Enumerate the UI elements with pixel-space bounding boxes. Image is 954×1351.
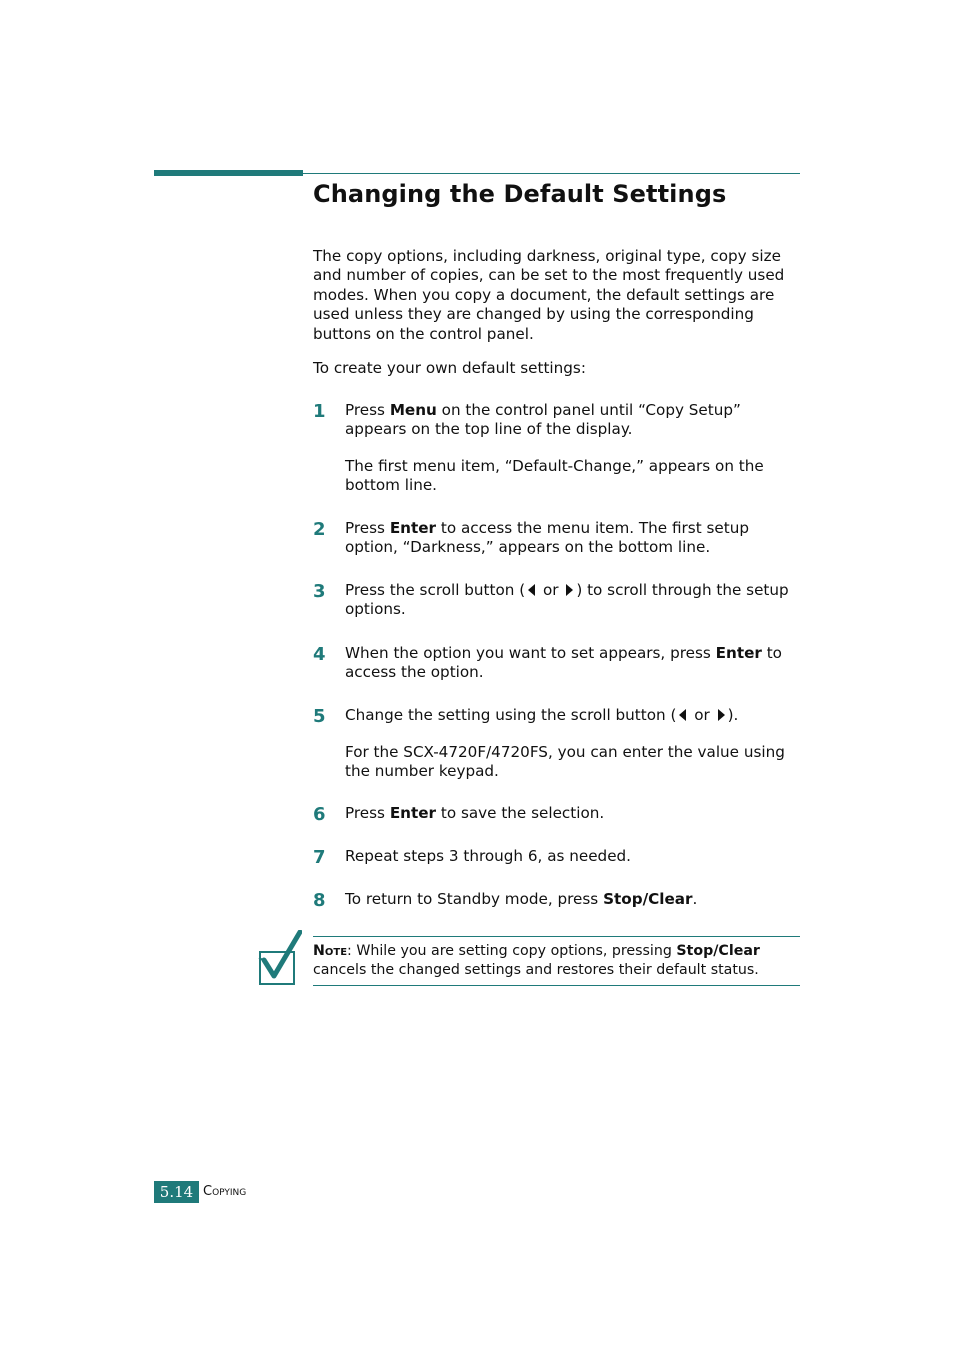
step-number: 5 bbox=[313, 706, 326, 727]
step-number: 4 bbox=[313, 644, 326, 665]
step-number: 7 bbox=[313, 847, 326, 868]
step-text: Press Menu on the control panel until “Copy Setup” appears on the top line of the display. bbox=[345, 401, 741, 439]
key-stop-clear: Stop/Clear bbox=[676, 943, 760, 959]
step-number: 1 bbox=[313, 401, 326, 422]
key-enter: Enter bbox=[389, 519, 437, 537]
step-text: To return to Standby mode, press Stop/Clear. bbox=[345, 890, 698, 908]
scroll-left-icon bbox=[528, 584, 535, 596]
step-text: Repeat steps 3 through 6, as needed. bbox=[345, 847, 632, 865]
key-menu: Menu bbox=[389, 401, 437, 419]
scroll-right-icon bbox=[566, 584, 573, 596]
key-stop-clear: Stop/Clear bbox=[603, 890, 693, 908]
step-text: Change the setting using the scroll button ( or ). bbox=[345, 706, 739, 724]
intro-paragraph: The copy options, including darkness, original type, copy size and number of copies, can be set to the most frequently used modes. When you copy a document, the default settings are used unless they are changed by using the corresponding buttons on the control panel. bbox=[313, 247, 785, 343]
step-subtext: For the SCX-4720F/4720FS, you can enter the value using the number keypad. bbox=[345, 743, 785, 781]
chapter-label: Copying bbox=[203, 1184, 247, 1199]
step-number: 2 bbox=[313, 519, 326, 540]
page-title: Changing the Default Settings bbox=[313, 180, 727, 208]
scroll-left-icon bbox=[679, 709, 686, 721]
note-rule-bottom bbox=[313, 985, 800, 986]
step-text: Press Enter to save the selection. bbox=[345, 804, 605, 822]
key-enter: Enter bbox=[715, 644, 762, 662]
header-rule-thick bbox=[154, 170, 303, 176]
step-subtext: The first menu item, “Default-Change,” appears on the bottom line. bbox=[345, 457, 764, 495]
key-enter: Enter bbox=[389, 804, 437, 822]
note-rule-top bbox=[313, 936, 800, 937]
scroll-right-icon bbox=[718, 709, 725, 721]
step-text: Press Enter to access the menu item. The first setup option, “Darkness,” appears on the bottom line. bbox=[345, 519, 749, 557]
step-number: 8 bbox=[313, 890, 326, 911]
step-text: When the option you want to set appears, press Enter to access the option. bbox=[345, 644, 782, 682]
intro-lead-in: To create your own default settings: bbox=[313, 359, 586, 377]
page-number-badge: 5.14 bbox=[154, 1181, 199, 1203]
note-checkmark-icon bbox=[256, 930, 302, 986]
step-number: 6 bbox=[313, 804, 326, 825]
note-label: Note bbox=[313, 943, 348, 959]
header-rule-thin bbox=[303, 173, 800, 174]
note-text: Note: While you are setting copy options, pressing Stop/Clear cancels the changed settings and restores their default status. bbox=[313, 943, 760, 978]
step-text: Press the scroll button ( or ) to scroll through the setup options. bbox=[345, 581, 789, 619]
step-number: 3 bbox=[313, 581, 326, 602]
